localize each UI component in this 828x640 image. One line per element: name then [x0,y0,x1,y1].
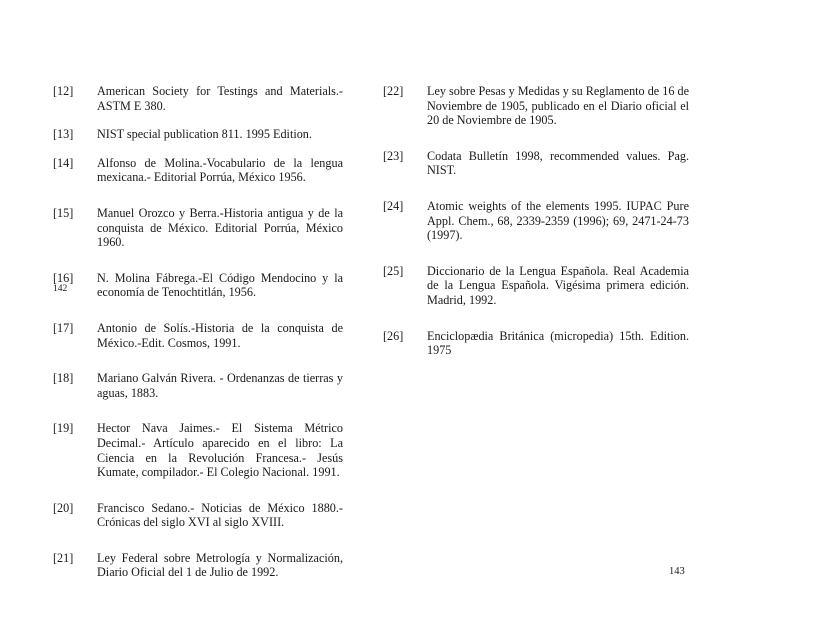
reference-number: [12] [53,84,74,98]
reference-item [383,264,689,308]
reference-number: [14] [53,155,74,170]
reference-text: NIST special publication 811. 1995 Edition. [97,127,312,142]
reference-text: Francisco Sedano.- Noticias de México 1880.- Crónicas del siglo XVI al siglo XVIII. [97,500,343,530]
reference-text: N. Molina Fábrega.-El Código Mendocino y la economía de Tenochtitlán, 1956. [97,270,343,300]
reference-text: Codata Bulletín 1998, recommended values. Pag. NIST. [427,148,689,178]
reference-item [53,501,343,530]
reference-number: [20] [53,500,74,515]
references-left-column [53,84,343,580]
reference-text: Hector Nava Jaimes.- El Sistema Métrico Decimal.- Artículo aparecido en el libro: La Ciencia en la Revolución Francesa.- Jesús Kumate, compilador.- El Colegio Nacional. 1991. [97,421,343,480]
reference-item [383,329,689,358]
reference-number: [13] [53,127,74,142]
reference-text: Enciclopædia Británica (micropedia) 15th. Edition. 1975 [427,328,689,358]
reference-number: [17] [53,320,74,335]
reference-text: Manuel Orozco y Berra.-Historia antigua y de la conquista de México. Editorial Porrúa, México 1960. [97,205,343,250]
reference-number: [25] [383,263,404,278]
reference-number: [18] [53,371,74,386]
reference-text: Atomic weights of the elements 1995. IUPAC Pure Appl. Chem., 68, 2339-2359 (1996); 69, 2471-24-73 (1997). [427,198,689,243]
reference-item [53,84,343,113]
reference-text: American Society for Testings and Materials.- ASTM E 380. [97,84,343,113]
reference-item [53,156,343,185]
reference-number: [16] [53,270,74,285]
stray-page-number: 142 [53,284,68,294]
reference-item [53,421,343,479]
reference-text: Alfonso de Molina.-Vocabulario de la lengua mexicana.- Editorial Porrúa, México 1956. [97,155,343,185]
reference-item [383,84,689,128]
reference-item [383,149,689,178]
reference-number: [22] [383,84,404,98]
reference-number: [26] [383,328,404,343]
reference-number: [21] [53,550,74,565]
reference-number: [24] [383,198,404,213]
reference-number: [23] [383,148,404,163]
reference-item [53,271,343,300]
reference-item [53,551,343,580]
reference-text: Ley sobre Pesas y Medidas y su Reglamento de 16 de Noviembre de 1905, publicado en el Diario oficial el 20 de Noviembre de 1905. [427,84,689,128]
reference-item [53,321,343,350]
reference-text: Mariano Galván Rivera. - Ordenanzas de tierras y aguas, 1883. [97,371,343,400]
reference-item [53,206,343,250]
reference-text: Antonio de Solís.-Historia de la conquista de México.-Edit. Cosmos, 1991. [97,320,343,350]
reference-item [53,127,343,142]
reference-text: Ley Federal sobre Metrología y Normalización, Diario Oficial del 1 de Julio de 1992. [97,550,343,580]
reference-text: Diccionario de la Lengua Española. Real Academia de la Lengua Española. Vigésima primera edición. Madrid, 1992. [427,263,689,307]
reference-number: [19] [53,421,74,436]
page-number: 143 [669,566,685,577]
references-right-column [383,84,689,358]
reference-item [383,199,689,243]
reference-item [53,371,343,400]
reference-number: [15] [53,205,74,220]
